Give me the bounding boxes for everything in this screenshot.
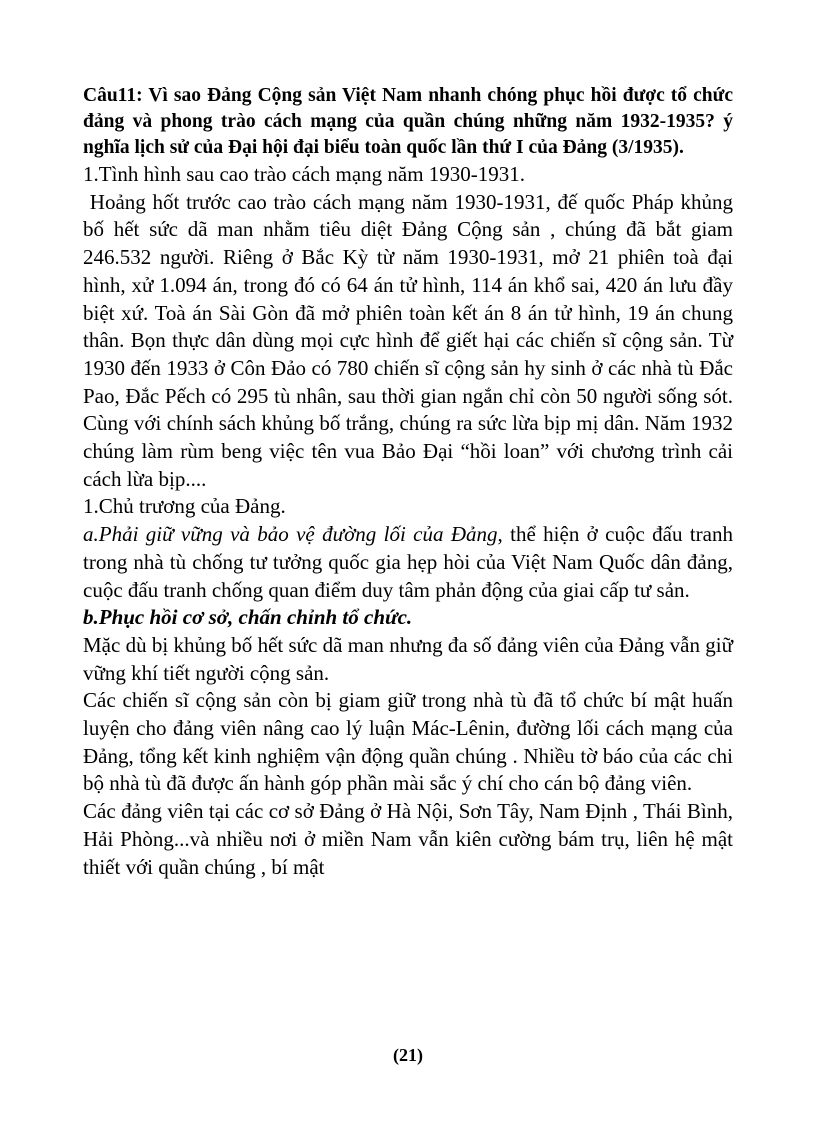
section-2-heading: 1.Chủ trương của Đảng. [83,494,286,519]
point-b-paragraph-3: Các đảng viên tại các cơ sở Đảng ở Hà Nội, Sơn Tây, Nam Định , Thái Bình, Hải Phòng...và nhiều nơi ở miền Nam vẫn kiên cường bám trụ, liên hệ mật thiết với quần chúng , bí mật [83,799,733,879]
point-a-paragraph [83,521,733,604]
page-number: (21) [393,1045,423,1065]
document-page [83,83,739,881]
point-b-paragraph-2: Các chiến sĩ cộng sản còn bị giam giữ trong nhà tù đã tổ chức bí mật huấn luyện cho đảng viên nâng cao lý luận Mác-Lênin, đường lối cách mạng của Đảng, tổng kết kinh nghiệm vận động quần chúng . Nhiều tờ báo của các chi bộ nhà tù đã được ấn hành góp phần mài sắc ý chí cho cán bộ đảng viên. [83,688,733,796]
question-title: Câu11: Vì sao Đảng Cộng sản Việt Nam nhanh chóng phục hồi được tổ chức đảng và phong trào cách mạng của quần chúng những năm 1932-1935? ý nghĩa lịch sử của Đại hội đại biểu toàn quốc lần thứ I của Đảng (3/1935). [83,85,733,158]
point-a-heading: a.Phải giữ vững và bảo vệ đường lối của Đảng [83,522,498,547]
point-a-text: , thể hiện ở cuộc đấu tranh trong nhà tù chống tư tưởng quốc gia hẹp hòi của Việt Nam Quốc dân đảng, cuộc đấu tranh chống quan điểm duy tâm phản động của giai cấp tư sản. [83,522,733,602]
point-b-paragraph-1: Mặc dù bị khủng bố hết sức dã man nhưng đa số đảng viên của Đảng vẫn giữ vững khí tiết người cộng sản. [83,632,733,685]
section-1-heading: 1.Tình hình sau cao trào cách mạng năm 1930-1931. [83,162,526,186]
section-1-paragraph: Hoảng hốt trước cao trào cách mạng năm 1930-1931, đế quốc Pháp khủng bố hết sức dã man nhằm tiêu diệt Đảng Cộng sản , chúng đã bắt giam 246.532 người. Riêng ở Bắc Kỳ từ năm 1930-1931, mở 21 phiên toà đại hình, xử 1.094 án, trong đó có 64 án tử hình, 114 án khổ sai, 420 án lưu đầy biệt xứ. Toà án Sài Gòn đã mở phiên toàn kết án 8 án tử hình, 19 án chung thân. Bọn thực dân dùng mọi cực hình để giết hại các chiến sĩ cộng sản. Từ 1930 đến 1933 ở Côn Đảo có 780 chiến sĩ cộng sản hy sinh ở các nhà tù Đắc Pao, Đắc Pếch có 295 tù nhân, sau thời gian ngắn chỉ còn 50 người sống sót. Cùng với chính sách khủng bố trắng, chúng ra sức lừa bịp mị dân. Năm 1932 chúng làm rùm beng việc tên vua Bảo Đại “hồi loan” với chương trình cải cách lừa bịp.... [83,189,739,491]
point-b-heading: b.Phục hồi cơ sở, chấn chỉnh tổ chức. [83,605,413,630]
